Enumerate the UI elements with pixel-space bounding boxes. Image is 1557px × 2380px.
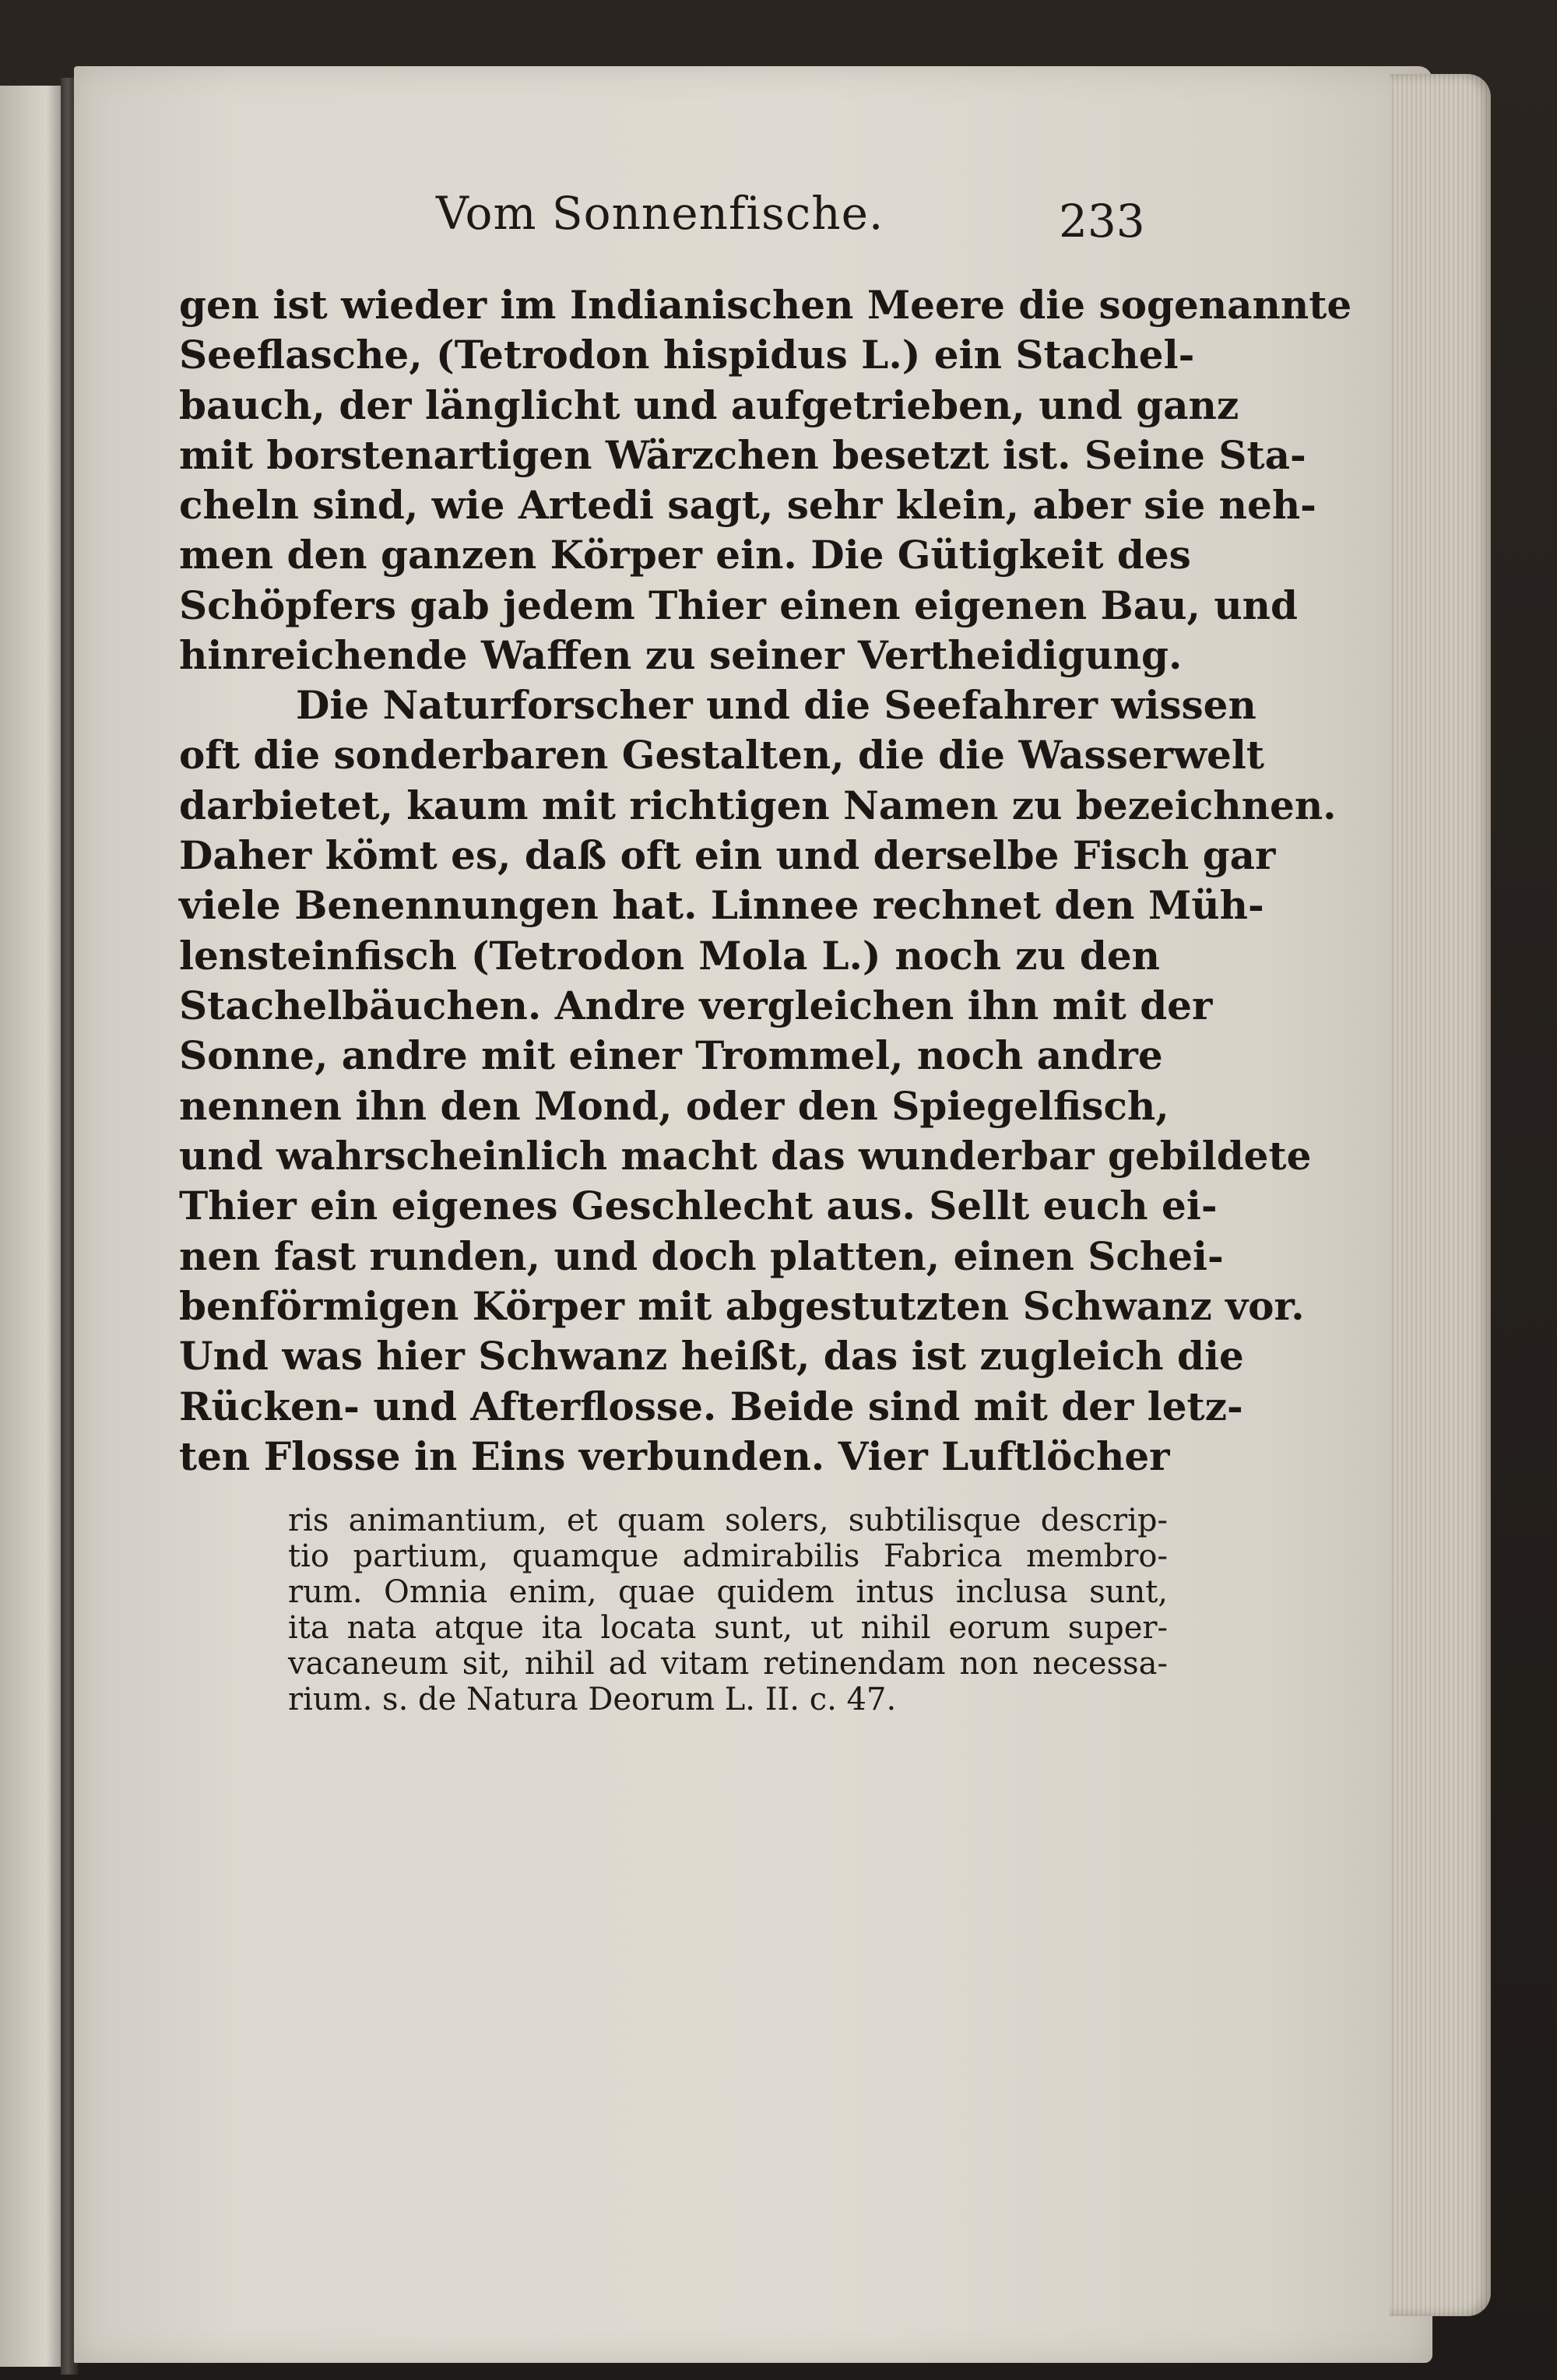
body-line: gen ist wieder im Indianischen Meere die sogenannte bbox=[179, 282, 1352, 328]
running-head: Vom Sonnenfische. bbox=[436, 187, 884, 240]
body-line: bauch, der länglicht und aufgetrieben, und ganz bbox=[179, 382, 1239, 428]
body-line: men den ganzen Körper ein. Die Gütigkeit des bbox=[179, 532, 1191, 578]
body-line: darbietet, kaum mit richtigen Namen zu bezeichnen. bbox=[179, 782, 1337, 828]
footnote-line: rium. s. de Natura Deorum L. II. c. 47. bbox=[288, 1682, 897, 1717]
body-line: Seeflasche, (Tetrodon hispidus L.) ein Stachel- bbox=[179, 332, 1195, 378]
body-line: Und was hier Schwanz heißt, das ist zugleich die bbox=[179, 1333, 1244, 1379]
footnote-line: ris animantium, et quam solers, subtilisque descrip- bbox=[288, 1503, 1168, 1538]
paragraph-first-line: Die Naturforscher und die Seefahrer wissen bbox=[296, 682, 1256, 728]
body-line: oft die sonderbaren Gestalten, die die Wasserwelt bbox=[179, 732, 1264, 778]
body-line: lensteinfisch (Tetrodon Mola L.) noch zu den bbox=[179, 933, 1160, 979]
body-line: Schöpfers gab jedem Thier einen eigenen Bau, und bbox=[179, 582, 1298, 628]
body-line: Thier ein eigenes Geschlecht aus. Sellt euch ei- bbox=[179, 1183, 1218, 1229]
body-line: nennen ihn den Mond, oder den Spiegelfisch, bbox=[179, 1083, 1169, 1129]
body-line: und wahrscheinlich macht das wunderbar gebildete bbox=[179, 1133, 1312, 1179]
footnote-line: vacaneum sit, nihil ad vitam retinendam non necessa- bbox=[288, 1646, 1168, 1682]
body-line: Daher kömt es, daß oft ein und derselbe Fisch gar bbox=[179, 832, 1276, 878]
body-line: cheln sind, wie Artedi sagt, sehr klein, aber sie neh- bbox=[179, 482, 1316, 528]
footnote-line: rum. Omnia enim, quae quidem intus inclusa sunt, bbox=[288, 1574, 1168, 1610]
footnote-line: ita nata atque ita locata sunt, ut nihil eorum super- bbox=[288, 1610, 1168, 1646]
body-line: Rücken- und Afterflosse. Beide sind mit der letz- bbox=[179, 1383, 1243, 1429]
body-line: Stachelbäuchen. Andre vergleichen ihn mit der bbox=[179, 983, 1213, 1028]
page-number: 233 bbox=[1059, 195, 1145, 248]
body-line: nen fast runden, und doch platten, einen Schei- bbox=[179, 1233, 1224, 1279]
body-line: hinreichende Waffen zu seiner Vertheidigung. bbox=[179, 632, 1183, 678]
body-line: benförmigen Körper mit abgestutzten Schwanz vor. bbox=[179, 1283, 1305, 1329]
footnote-line: tio partium, quamque admirabilis Fabrica membro- bbox=[288, 1538, 1168, 1574]
body-line: viele Benennungen hat. Linnee rechnet den Müh- bbox=[179, 882, 1264, 928]
body-line: mit borstenartigen Wärzchen besetzt ist. Seine Sta- bbox=[179, 432, 1306, 478]
body-line: Sonne, andre mit einer Trommel, noch andre bbox=[179, 1032, 1163, 1078]
body-line: ten Flosse in Eins verbunden. Vier Luftlöcher bbox=[179, 1433, 1170, 1479]
